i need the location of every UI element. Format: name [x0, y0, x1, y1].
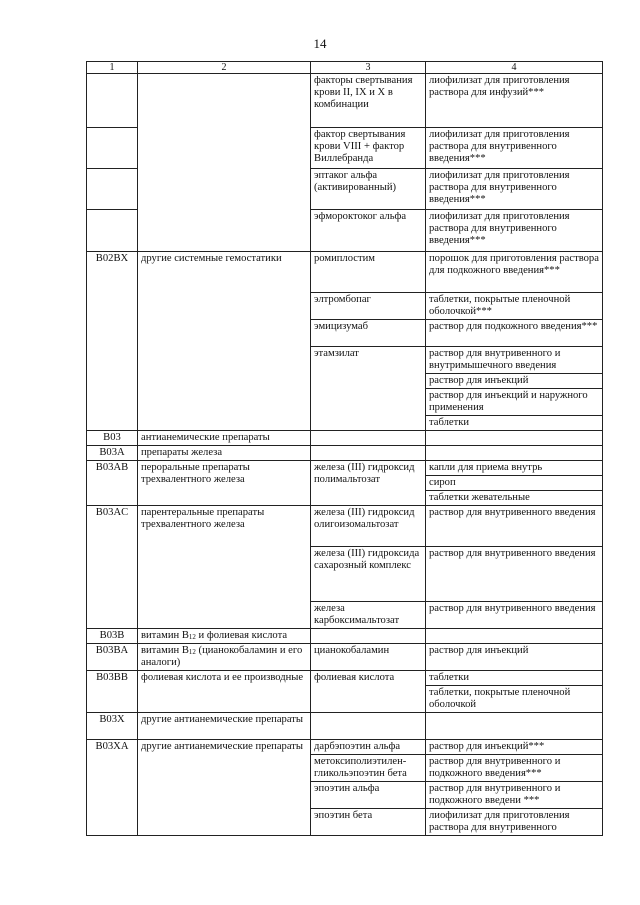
table-row [87, 644, 603, 671]
table-row [87, 740, 603, 755]
drug-name [311, 713, 426, 740]
dosage-form: лиофилизат для приготовления раствора для внутривенного введения*** [426, 128, 603, 169]
group-prefix: витамин B [141, 645, 189, 656]
group-name: другие системные гемостатики [138, 252, 311, 431]
column-number: 4 [426, 62, 603, 74]
table-row [87, 713, 603, 740]
drug-name: фактор свертывания крови VIII + фактор Виллебранда [311, 128, 426, 169]
table-row [87, 506, 603, 547]
drug-name: этамзилат [311, 347, 426, 431]
atc-code: B03 [87, 431, 138, 446]
group-name [138, 629, 311, 644]
drug-name: ромиплостим [311, 252, 426, 293]
group-name: парентеральные препараты трехвалентного железа [138, 506, 311, 629]
dosage-form: раствор для внутривенного введения [426, 547, 603, 602]
page-number: 14 [313, 36, 327, 51]
group-name: пероральные препараты трехвалентного железа [138, 461, 311, 506]
drug-name [311, 446, 426, 461]
table-row [87, 671, 603, 686]
dosage-form: раствор для инъекций и наружного применения [426, 389, 603, 416]
group-name: фолиевая кислота и ее производные [138, 671, 311, 713]
table-row [87, 431, 603, 446]
drug-name: факторы свертывания крови II, IX и X в комбинации [311, 74, 426, 128]
dosage-form: раствор для инъекций [426, 374, 603, 389]
dosage-form: раствор для внутривенного введения [426, 506, 603, 547]
atc-code: B03AC [87, 506, 138, 629]
dosage-form: сироп [426, 476, 603, 491]
drug-name: метоксиполиэтиленгликольэпоэтин бета [311, 755, 426, 782]
atc-code: B03BA [87, 644, 138, 671]
group-subscript: 12 [188, 648, 196, 656]
drug-name: железа карбоксимальтозат [311, 602, 426, 629]
group-subscript: 12 [188, 633, 196, 641]
atc-code: B03AB [87, 461, 138, 506]
column-number: 3 [311, 62, 426, 74]
atc-code: B03BB [87, 671, 138, 713]
dosage-form: лиофилизат для приготовления раствора для инфузий*** [426, 74, 603, 128]
dosage-form [426, 446, 603, 461]
table-row [87, 252, 603, 293]
dosage-form: таблетки жевательные [426, 491, 603, 506]
code-cell [87, 210, 138, 252]
table-row [87, 74, 603, 128]
code-cell [87, 128, 138, 169]
dosage-form: раствор для подкожного введения*** [426, 320, 603, 347]
table-row [87, 446, 603, 461]
dosage-form: лиофилизат для приготовления раствора для внутривенного введения*** [426, 210, 603, 252]
dosage-form: таблетки, покрытые пленочной оболочкой*** [426, 293, 603, 320]
drug-name: железа (III) гидроксида сахарозный комплекс [311, 547, 426, 602]
dosage-form: капли для приема внутрь [426, 461, 603, 476]
drug-name: дарбэпоэтин альфа [311, 740, 426, 755]
dosage-form: таблетки [426, 671, 603, 686]
table-row [87, 629, 603, 644]
dosage-form: раствор для инъекций*** [426, 740, 603, 755]
dosage-form: раствор для внутривенного введения [426, 602, 603, 629]
drug-name [311, 629, 426, 644]
drug-name: эпоэтин альфа [311, 782, 426, 809]
atc-code: B03B [87, 629, 138, 644]
group-name: другие антианемические препараты [138, 713, 311, 740]
atc-code: B03A [87, 446, 138, 461]
dosage-form: лиофилизат для приготовления раствора для внутривенного [426, 809, 603, 836]
drug-name: цианокобаламин [311, 644, 426, 671]
drug-name: железа (III) гидроксид олигоизомальтозат [311, 506, 426, 547]
dosage-form: раствор для инъекций [426, 644, 603, 671]
drug-name: эптаког альфа (активированный) [311, 169, 426, 210]
group-suffix: и фолиевая кислота [195, 630, 288, 641]
dosage-form: таблетки, покрытые пленочной оболочкой [426, 686, 603, 713]
drug-name: элтромбопаг [311, 293, 426, 320]
drug-name: эпоэтин бета [311, 809, 426, 836]
drug-name: эфмороктоког альфа [311, 210, 426, 252]
dosage-form: порошок для приготовления раствора для подкожного введения*** [426, 252, 603, 293]
group-name: другие антианемические препараты [138, 740, 311, 836]
group-name [138, 644, 311, 671]
group-cell [138, 74, 311, 252]
drug-table [86, 61, 603, 836]
dosage-form: таблетки [426, 416, 603, 431]
code-cell [87, 169, 138, 210]
drug-name: фолиевая кислота [311, 671, 426, 713]
group-name: препараты железа [138, 446, 311, 461]
column-number-row [87, 62, 603, 74]
drug-name [311, 431, 426, 446]
dosage-form: раствор для внутривенного и подкожного введени *** [426, 782, 603, 809]
drug-name: эмицизумаб [311, 320, 426, 347]
group-suffix: (цианокобаламин и его аналоги) [141, 645, 303, 668]
dosage-form: раствор для внутривенного и подкожного введения*** [426, 755, 603, 782]
group-prefix: витамин B [141, 630, 189, 641]
atc-code: B02BX [87, 252, 138, 431]
dosage-form [426, 431, 603, 446]
atc-code: B03X [87, 713, 138, 740]
table-row [87, 461, 603, 476]
column-number: 1 [87, 62, 138, 74]
dosage-form: раствор для внутривенного и внутримышечного введения [426, 347, 603, 374]
dosage-form [426, 629, 603, 644]
dosage-form [426, 713, 603, 740]
column-number: 2 [138, 62, 311, 74]
dosage-form: лиофилизат для приготовления раствора для внутривенного введения*** [426, 169, 603, 210]
atc-code: B03XA [87, 740, 138, 836]
code-cell [87, 74, 138, 128]
drug-name: железа (III) гидроксид полимальтозат [311, 461, 426, 506]
group-name: антианемические препараты [138, 431, 311, 446]
